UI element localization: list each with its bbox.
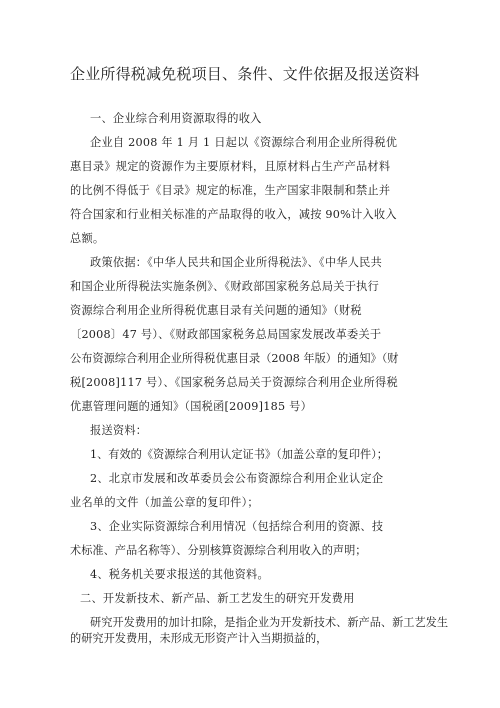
section1-para1-line: 总额。 xyxy=(70,232,105,245)
section1-para2-line: 政策依据：《中华人民共和国企业所得税法》、《中华人民共 xyxy=(90,256,383,269)
section1-para1-line: 惠目录》规定的资源作为主要原材料，且原材料占生产产品材料 xyxy=(70,160,391,173)
section1-para2-line: 和国企业所得税法实施条例》、《财政部国家税务总局关于执行 xyxy=(70,280,380,293)
materials-item-3: 3、企业实际资源综合利用情况（包括综合利用的资源、技 xyxy=(90,520,384,533)
materials-item-1: 1、有效的《资源综合利用认定证书》（加盖公章的复印件）； xyxy=(90,448,388,461)
materials-item-2: 2、北京市发展和改革委员会公布资源综合利用企业认定企 xyxy=(90,472,384,485)
section1-para2-line: 税[2008]117 号）、《国家税务总局关于资源综合利用企业所得税 xyxy=(70,376,398,389)
materials-item-3-cont: 术标准、产品名称等）、分别核算资源综合利用收入的声明； xyxy=(70,544,367,557)
section1-para2-line: 资源综合利用企业所得税优惠目录有关问题的通知》（财税 xyxy=(70,304,362,317)
section1-heading: 一、企业综合利用资源取得的收入 xyxy=(90,112,262,125)
materials-item-2-cont: 业名单的文件（加盖公章的复印件）； xyxy=(70,496,259,509)
section1-para2-line: 优惠管理问题的通知》（国税函[2009]185 号） xyxy=(70,400,313,413)
section2-para1-line: 研究开发费用的加计扣除，是指企业为开发新技术、新产品、新工艺发生 xyxy=(90,616,449,629)
section1-para1-line: 企业自 2008 年 1 月 1 日起以《资源综合利用企业所得税优 xyxy=(90,136,398,149)
section1-para1-line: 符合国家和行业相关标准的产品取得的收入，减按 90%计入收入 xyxy=(70,208,397,221)
section2-heading: 二、开发新技术、新产品、新工艺发生的研究开发费用 xyxy=(80,592,355,605)
document-title: 企业所得税减免税项目、条件、文件依据及报送资料 xyxy=(70,65,420,83)
materials-item-4: 4、税务机关要求报送的其他资料。 xyxy=(90,568,269,581)
section2-para1-line: 的研究开发费用，未形成无形资产计入当期损益的， xyxy=(70,632,328,645)
section1-para1-line: 的比例不得低于《目录》规定的标准，生产国家非限制和禁止并 xyxy=(70,184,391,197)
section1-para2-line: 公布资源综合利用企业所得税优惠目录（2008 年版）的通知》（财 xyxy=(70,352,399,365)
section1-para2-line: 〔2008〕47 号）、《财政部国家税务总局国家发展改革委关于 xyxy=(70,328,382,341)
materials-label: 报送资料： xyxy=(90,424,148,437)
